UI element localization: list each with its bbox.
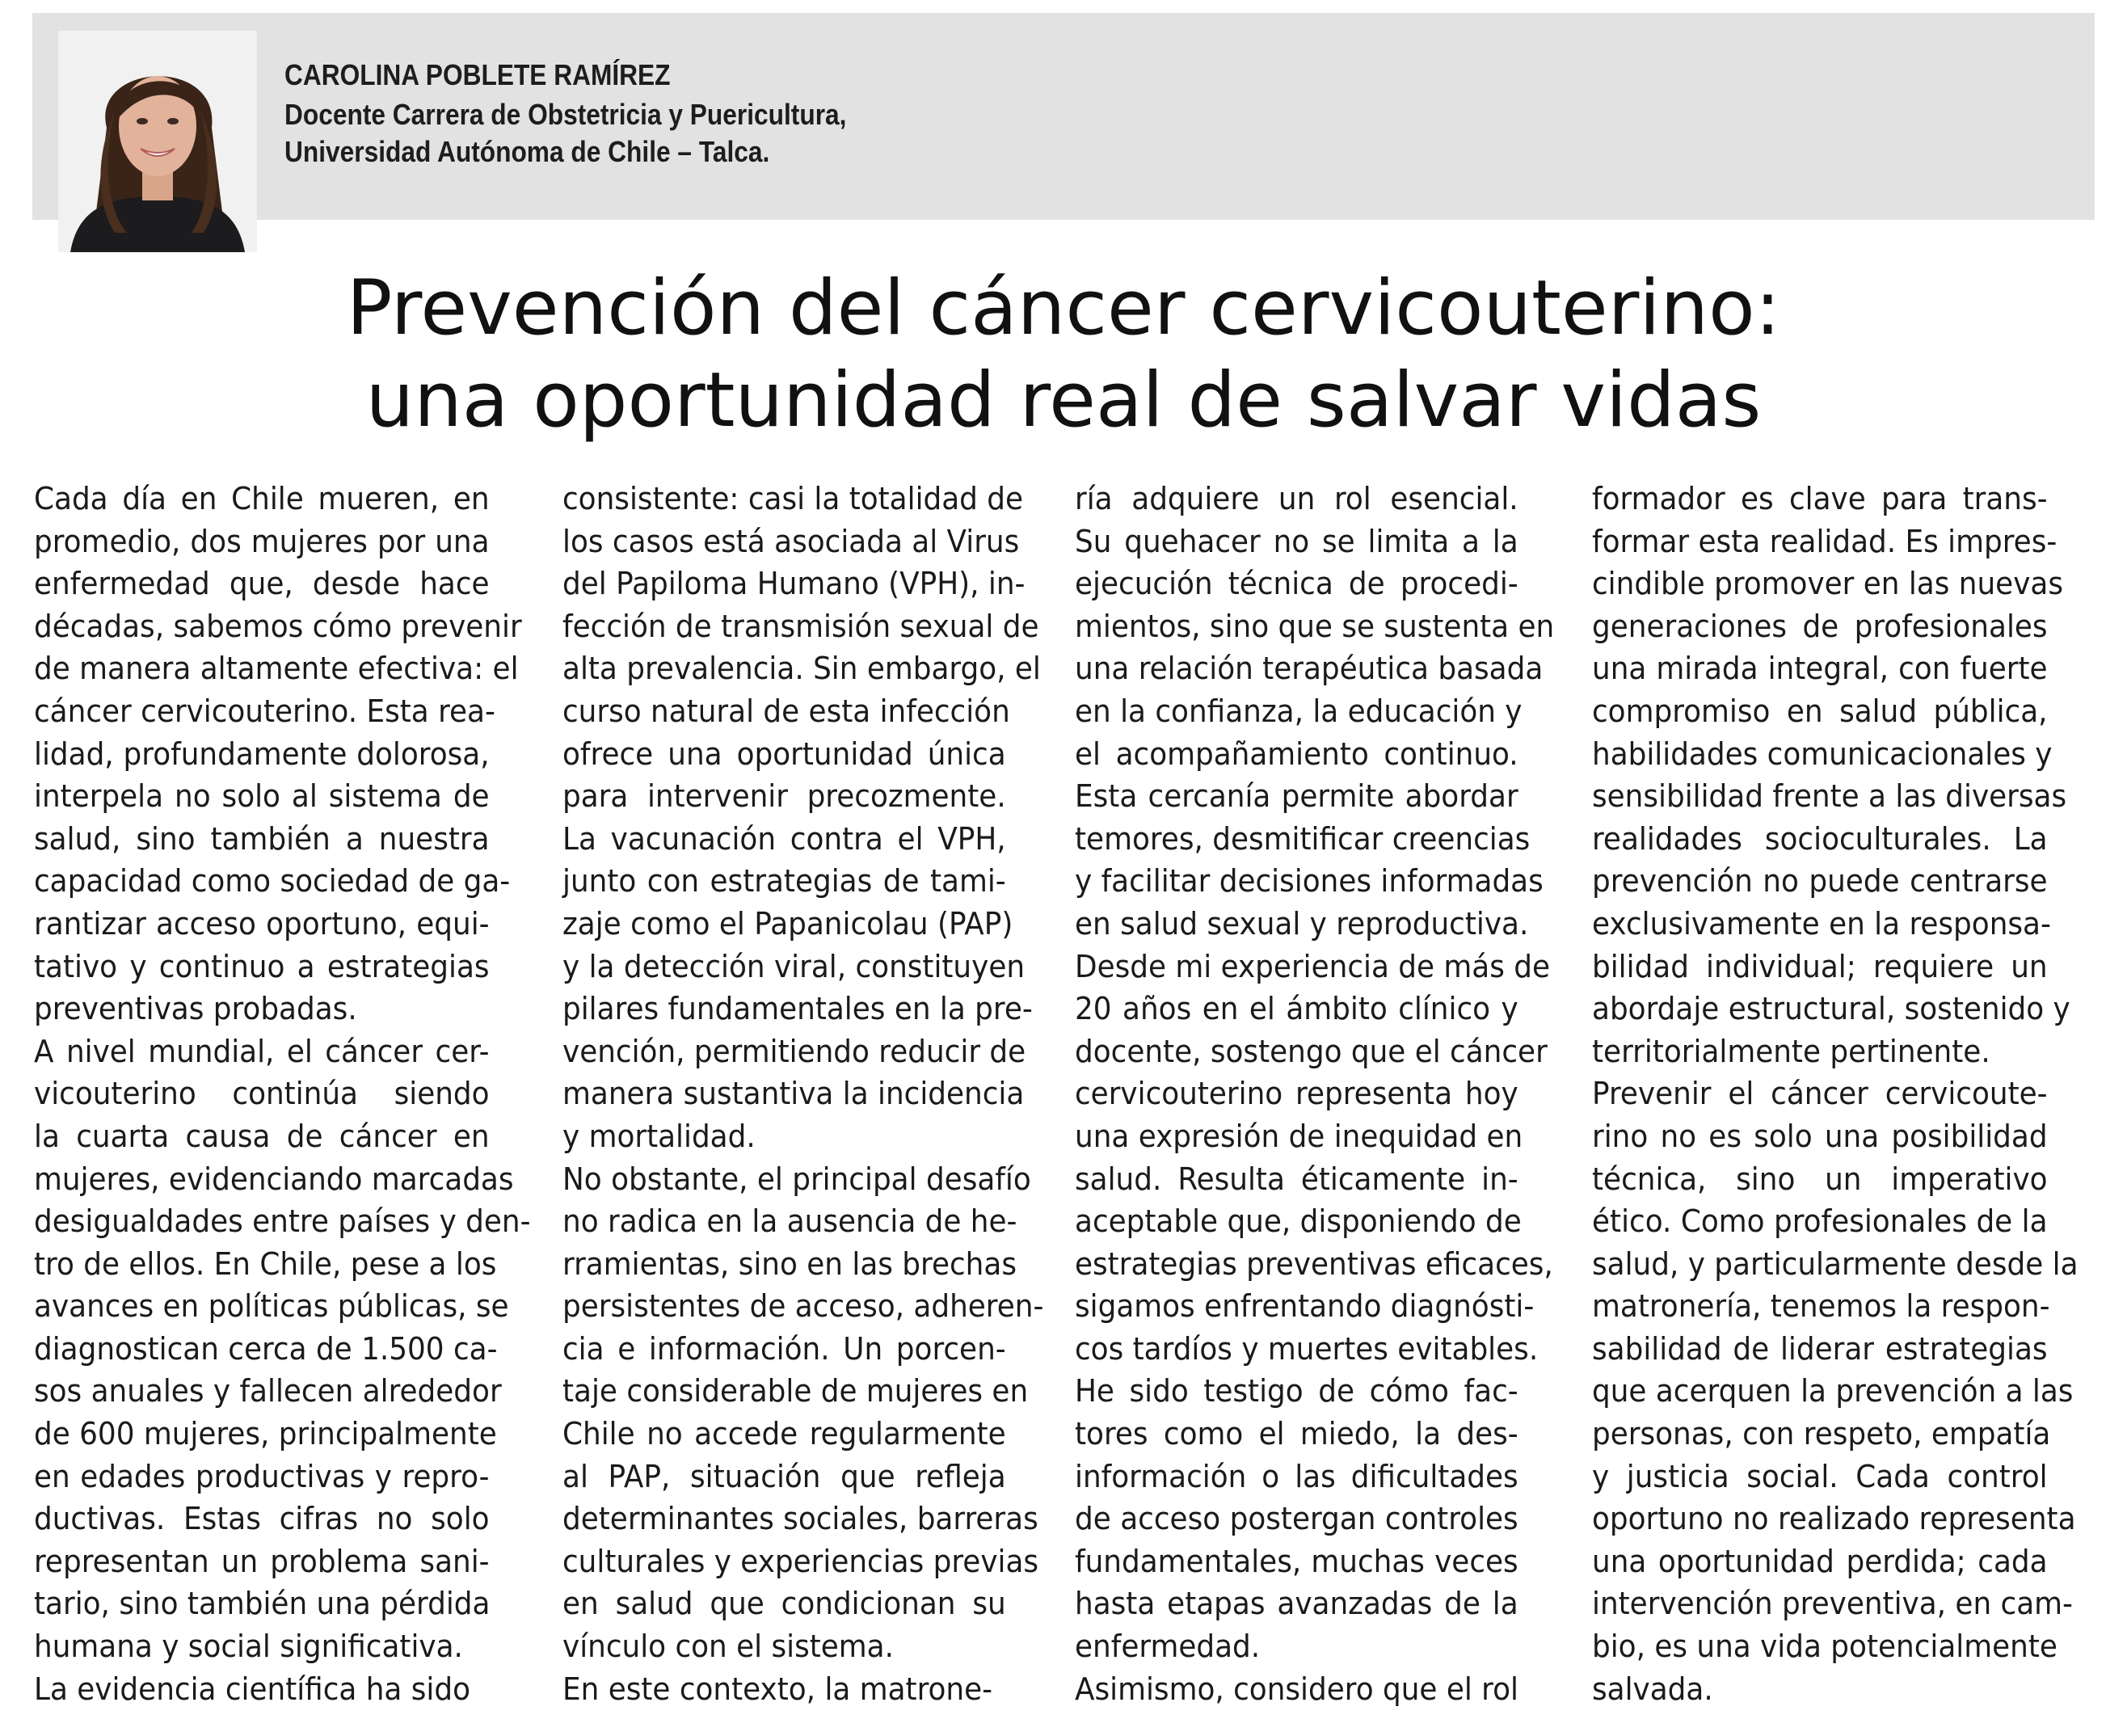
article-line: en edades productivas y repro- (34, 1458, 490, 1495)
article-column-3 (1075, 478, 1555, 1711)
article-line: En este contexto, la matrone- (562, 1671, 993, 1708)
article-line: cos tardíos y muertes evitables. (1075, 1330, 1539, 1367)
article-line: realidades socioculturales. La (1592, 820, 2048, 857)
article-line: He sido testigo de cómo fac- (1075, 1373, 1518, 1410)
article-line: abordaje estructural, sostenido y (1592, 991, 2070, 1028)
article-line: una relación terapéutica basada (1075, 651, 1544, 688)
author-name: CAROLINA POBLETE RAMÍREZ (284, 58, 671, 91)
article-line: al PAP, situación que refleja (562, 1458, 1006, 1495)
article-line: no radica en la ausencia de he- (562, 1203, 1017, 1241)
article-line: personas, con respeto, empatía (1592, 1416, 2051, 1453)
article-line: territorialmente pertinente. (1592, 1033, 1990, 1070)
article-line: docente, sostengo que el cáncer (1075, 1033, 1548, 1070)
article-line: ría adquiere un rol esencial. (1075, 481, 1518, 517)
article-line: ductivas. Estas cifras no solo (34, 1501, 490, 1538)
article-line: en salud que condicionan su (562, 1586, 1006, 1623)
article-line: y la detección viral, constituyen (562, 948, 1026, 985)
article-line: curso natural de esta infección (562, 693, 1010, 730)
article-line: de manera altamente efectiva: el (34, 651, 519, 688)
article-line: mientos, sino que se sustenta en (1075, 608, 1555, 645)
article-line: técnica, sino un imperativo (1592, 1161, 2048, 1198)
article-column-4 (1592, 478, 2082, 1711)
author-role-line-1: Docente Carrera de Obstetricia y Puericultura, (284, 98, 847, 131)
article-line: fección de transmisión sexual de (562, 608, 1039, 645)
article-line: la cuarta causa de cáncer en (34, 1118, 490, 1155)
article-line: salud, sino también a nuestra (34, 820, 490, 857)
article-line: una mirada integral, con fuerte (1592, 651, 2048, 688)
article-line: rramientas, sino en las brechas (562, 1245, 1017, 1283)
headline-line-2: una oportunidad real de salvar vidas (365, 356, 1762, 445)
article-line: sigamos enfrentando diagnósti- (1075, 1288, 1535, 1325)
article-line: Desde mi experiencia de más de (1075, 948, 1551, 985)
article-line: zaje como el Papanicolau (PAP) (562, 905, 1013, 942)
article-line: preventivas probadas. (34, 991, 357, 1028)
article-line: en salud sexual y reproductiva. (1075, 905, 1529, 942)
article-line: ético. Como profesionales de la (1592, 1203, 2048, 1241)
article-line: consistente: casi la totalidad de (562, 481, 1024, 517)
article-line: 20 años en el ámbito clínico y (1075, 991, 1518, 1028)
article-line: rantizar acceso oportuno, equi- (34, 905, 490, 942)
article-line: interpela no solo al sistema de (34, 778, 490, 815)
article-line: cindible promover en las nuevas (1592, 566, 2063, 603)
article-line: para intervenir precozmente. (562, 778, 1006, 815)
article-line: fundamentales, muchas veces (1075, 1543, 1518, 1580)
article-line: sos anuales y fallecen alrededor (34, 1373, 502, 1410)
article-line: los casos está asociada al Virus (562, 523, 1020, 560)
article-line: del Papiloma Humano (VPH), in- (562, 566, 1026, 603)
article-line: habilidades comunicacionales y (1592, 735, 2053, 773)
article-line: lidad, profundamente dolorosa, (34, 735, 490, 773)
article-line: La evidencia científica ha sido (34, 1671, 470, 1708)
article-line: de 600 mujeres, principalmente (34, 1416, 497, 1453)
article-line: una expresión de inequidad en (1075, 1118, 1523, 1155)
article-line: una oportunidad perdida; cada (1592, 1543, 2048, 1580)
article-line: aceptable que, disponiendo de (1075, 1203, 1522, 1241)
article-line: prevención no puede centrarse (1592, 863, 2048, 900)
author-photo (58, 31, 257, 252)
article-line: Su quehacer no se limita a la (1075, 523, 1518, 560)
article-line: cervicouterino representa hoy (1075, 1076, 1518, 1113)
article-line: bio, es una vida potencialmente (1592, 1629, 2058, 1666)
article-line: que acerquen la prevención a las (1592, 1373, 2074, 1410)
article-line: vínculo con el sistema. (562, 1629, 894, 1666)
article-line: y justicia social. Cada control (1592, 1458, 2048, 1495)
article-line: en la confianza, la educación y (1075, 693, 1523, 730)
article-line: oportuno no realizado representa (1592, 1501, 2076, 1538)
article-line: tores como el miedo, la des- (1075, 1416, 1518, 1453)
article-line: ejecución técnica de procedi- (1075, 566, 1518, 603)
article-line: compromiso en salud pública, (1592, 693, 2048, 730)
article-column-2 (562, 478, 1044, 1711)
article-line: vención, permitiendo reducir de (562, 1033, 1026, 1070)
article-line: sensibilidad frente a las diversas (1592, 778, 2067, 815)
article-line: el acompañamiento continuo. (1075, 735, 1518, 773)
author-role-line-2: Universidad Autónoma de Chile – Talca. (284, 135, 770, 168)
article-line: enfermedad que, desde hace (34, 566, 490, 603)
article-line: La vacunación contra el VPH, (562, 820, 1006, 857)
article-line: capacidad como sociedad de ga- (34, 863, 511, 900)
article-line: matronería, tenemos la respon- (1592, 1288, 2050, 1325)
article-line: enfermedad. (1075, 1629, 1261, 1666)
article-line: cia e información. Un porcen- (562, 1330, 1006, 1367)
article-line: vicouterino continúa siendo (34, 1076, 490, 1113)
article-line: estrategias preventivas eficaces, (1075, 1245, 1553, 1283)
article-line: sabilidad de liderar estrategias (1592, 1330, 2048, 1367)
article-line: diagnostican cerca de 1.500 ca- (34, 1330, 498, 1367)
article-line: décadas, sabemos cómo prevenir (34, 608, 522, 645)
article-line: y facilitar decisiones informadas (1075, 863, 1544, 900)
article-line: tro de ellos. En Chile, pese a los (34, 1245, 497, 1283)
article-line: salud, y particularmente desde la (1592, 1245, 2079, 1283)
article-line: avances en políticas públicas, se (34, 1288, 509, 1325)
article-line: Chile no accede regularmente (562, 1416, 1006, 1453)
article-line: formar esta realidad. Es impres- (1592, 523, 2058, 560)
article-line: bilidad individual; requiere un (1592, 948, 2048, 985)
article-line: culturales y experiencias previas (562, 1543, 1039, 1580)
article-line: Cada día en Chile mueren, en (34, 481, 490, 517)
article-line: pilares fundamentales en la pre- (562, 991, 1033, 1028)
article-line: y mortalidad. (562, 1118, 756, 1155)
article-line: formador es clave para trans- (1592, 481, 2048, 517)
article-line: ofrece una oportunidad única (562, 735, 1006, 773)
article-column-1 (34, 478, 531, 1711)
article-line: humana y social significativa. (34, 1629, 463, 1666)
article-line: salvada. (1592, 1671, 1713, 1708)
article-line: hasta etapas avanzadas de la (1075, 1586, 1518, 1623)
article-line: junto con estrategias de tami- (562, 863, 1006, 900)
article-line: No obstante, el principal desafío (562, 1161, 1031, 1198)
article-line: información o las dificultades (1075, 1458, 1518, 1495)
article-line: exclusivamente en la responsa- (1592, 905, 2051, 942)
article-line: promedio, dos mujeres por una (34, 523, 490, 560)
article-line: tario, sino también una pérdida (34, 1586, 491, 1623)
headline-line-1: Prevención del cáncer cervicouterino: (346, 264, 1781, 352)
article-line: salud. Resulta éticamente in- (1075, 1161, 1518, 1198)
article-line: A nivel mundial, el cáncer cer- (34, 1033, 490, 1070)
article-line: de acceso postergan controles (1075, 1501, 1518, 1538)
article-line: alta prevalencia. Sin embargo, el (562, 651, 1041, 688)
article-line: Esta cercanía permite abordar (1075, 778, 1518, 815)
article-line: temores, desmitificar creencias (1075, 820, 1531, 857)
article-line: persistentes de acceso, adheren- (562, 1288, 1044, 1325)
article-line: mujeres, evidenciando marcadas (34, 1161, 514, 1198)
article-line: representan un problema sani- (34, 1543, 490, 1580)
article-line: generaciones de profesionales (1592, 608, 2048, 645)
article-line: taje considerable de mujeres en (562, 1373, 1029, 1410)
article-line: Prevenir el cáncer cervicoute- (1592, 1076, 2048, 1113)
article-line: Asimismo, considero que el rol (1075, 1671, 1518, 1708)
article-line: determinantes sociales, barreras (562, 1501, 1038, 1538)
article-line: rino no es solo una posibilidad (1592, 1118, 2048, 1155)
article-line: manera sustantiva la incidencia (562, 1076, 1025, 1113)
article-line: cáncer cervicouterino. Esta rea- (34, 693, 495, 730)
article-line: tativo y continuo a estrategias (34, 948, 490, 985)
article-line: desigualdades entre países y den- (34, 1203, 531, 1241)
article-line: intervención preventiva, en cam- (1592, 1586, 2073, 1623)
